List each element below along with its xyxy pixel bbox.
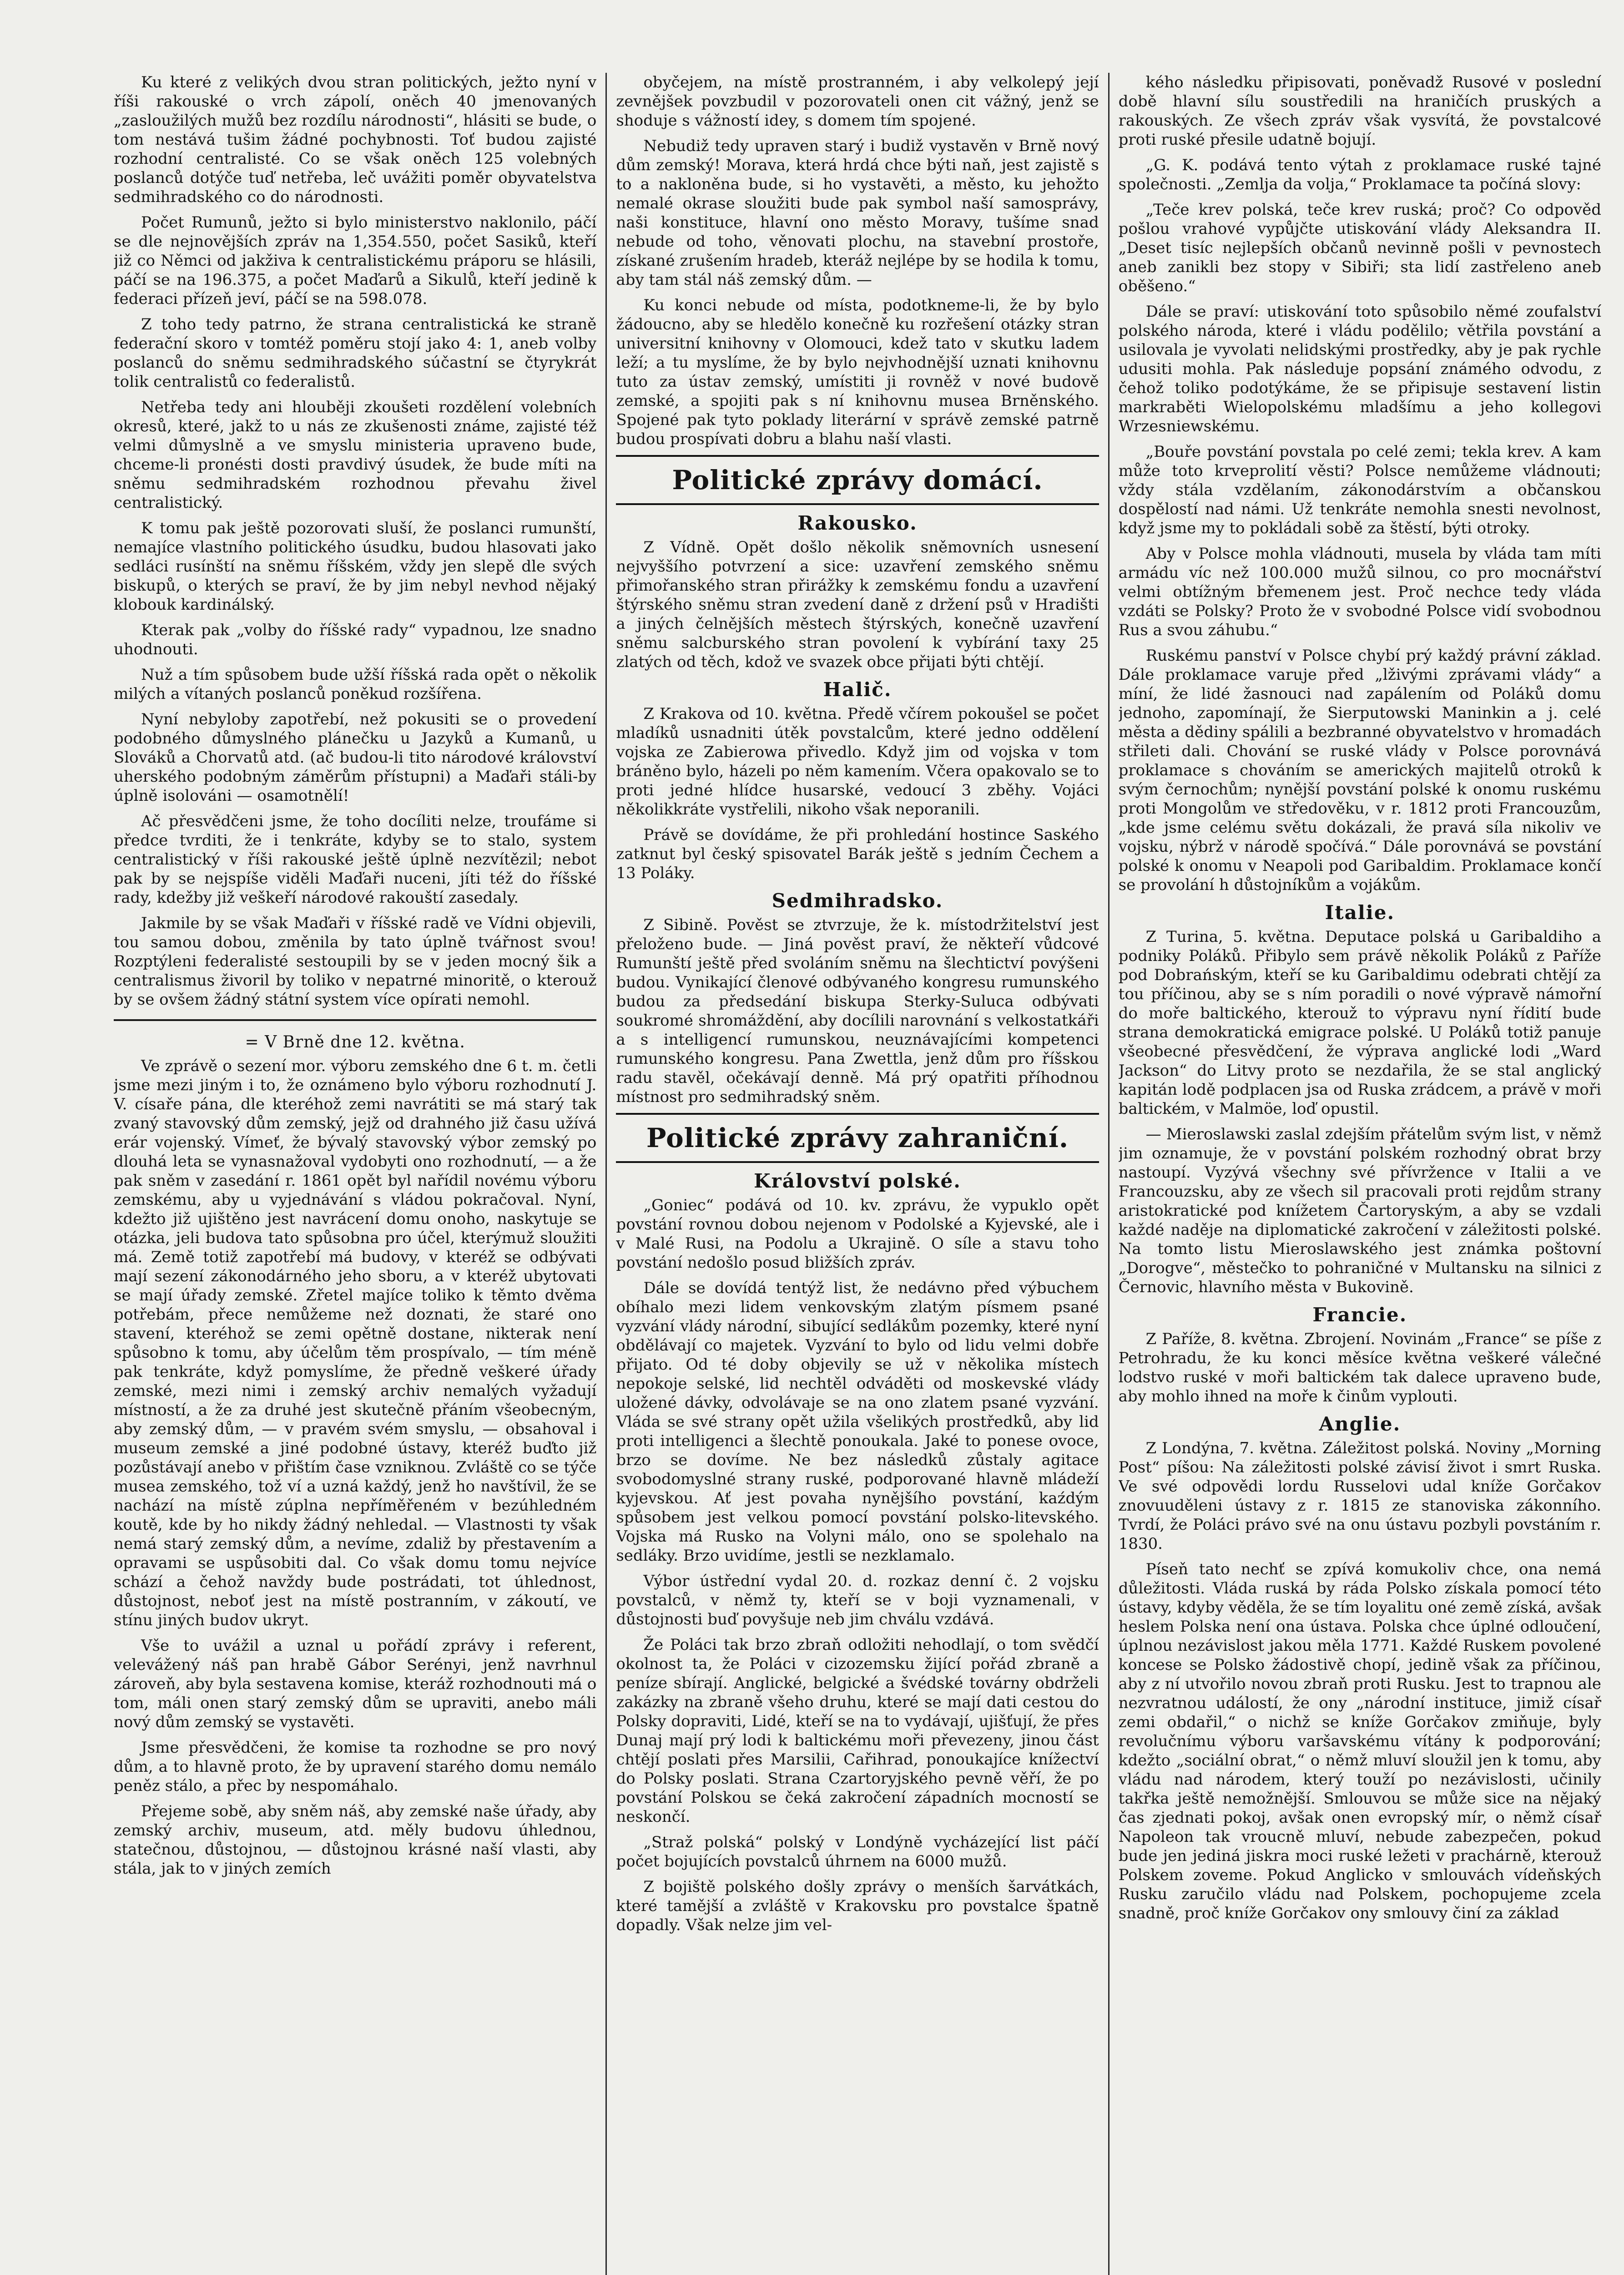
country-heading: Italie.	[1325, 901, 1395, 924]
article-paragraph: Ku konci nebude od místa, podotkneme-li, že by bylo žádoucno, aby se hledělo konečně ku rozřešení otázky stran universitní knihovny v Olomouci, kdež tato v skutku ladem leží; a tu myslíme, že by bylo nejvhodnější uznati knihovnu tuto za ústav zemský, umístiti ji rovněž v nové budově zemské, a spojiti pak s ní knihovnu musea Brněnského. Spojené pak tyto poklady literární v správě zemské patrně budou prospívati dobru a blahu naší vlasti.	[616, 296, 1099, 448]
news-paragraph: Dále se praví: utiskování toto spůsobilo němé zoufalství polského národa, které i vládu podělilo; větřila povstání a usilovala je vyvolati nelidskými prostředky, aby je pak rychle udusiti mohla. Pak následuje popsání známého odvodu, z čehož toliko podotýkáme, že se připisuje sestavení listin markraběti Wielopolskému mladšímu a jeho kollegovi Wrzesniewskému.	[1118, 303, 1602, 435]
section-divider	[114, 1019, 596, 1021]
country-heading: Halič.	[823, 678, 892, 701]
news-paragraph: kého následku připisovati, poněvadž Rusové v poslední době hlavní sílu soustředili na hraničích pruských a rakouských. Ze všech zpráv však vysvítá, že povstalcové proti ruské přesile udatně bojují.	[1118, 73, 1602, 149]
article-paragraph: Netřeba tedy ani hlouběji zkoušeti rozdělení volebních okresů, které, jakž to u nás ze zkušenosti známe, zajisté též velmi důmyslně a ve smyslu ministeria upraveno bude, chceme-li pronésti dosti pravdivý úsudek, že bude míti na sněmu sedmihradském rozhodnou převahu živel centralistický.	[114, 398, 597, 512]
news-item-sibiu: Z Sibině. Pověst se ztvrzuje, že k. místodržitelství jest přeloženo bude. — Jiná pověst praví, že někteří vůdcové Rumunští ještě před svoláním sněmu na šlechtictví povýšeni budou. Vynikající členové odbývaného kongresu rumunského budou za předsedání biskupa Sterky-Suluca odbývati soukromé shromáždění, aby docílili narovnání s velkostatkáři a s intelligencí rumunskou, neuznávajícími kompetenci rumunského kongresu. Pana Zwettla, jenž dům pro říšskou radu stavěl, očekávají denně. Má prý opatřiti příhodnou místnost pro sedmihradský sněm.	[616, 916, 1099, 1106]
article-paragraph: Ve zprávě o sezení mor. výboru zemského dne 6 t. m. četli jsme mezi jiným i to, že oznámeno bylo výboru rozhodnutí J. V. císaře pána, dle kteréhož zemi navrátiti se má starý tak zvaný stavovský dům zemský, jejž od drahného již času užívá erár vojenský. Vímeť, že bývalý stavovský výbor zemský po dlouhá leta se vynasnažoval vydobyti ono rozhodnutí, — a že pak sněm v zasedání r. 1861 opět byl nařídil novému výboru zemskému, aby u vyjednávání s vládou pokračoval. Nyní, kdežto již ujištěno jest navrácení domu onoho, naskytuje se otázka, jeli budova tato spůsobna pro účel, kterýmuž sloužiti má. Země totiž zapotřebí má budovy, v kteréž se odbývati mají sezení zákonodárného jeho sboru, a v kteréž ubytovati se mají úřady zemské. Zřetel majíce toliko k těmto dvěma potřebám, přece nemůžeme než doznati, že staré ono stavení, kteréhož se zemi opětně dostane, nikterak není spůsobno k tomu, aby účelům těm prospívalo, — tím méně pak tenkráte, když pomyslíme, že předně veškeré úřady zemské, mezi nimi i zemský archiv nemalých vyžadují místností, a že za druhé jest skutečně přáním všeobecným, aby zemský dům, — v pravém svém smyslu, — obsahoval i museum zemské a jiné podobné ústavy, kteréž buďto již pozůstávají anebo v přištím čase vzniknou. Zvláště co se týče musea zemského, tož ví a uzná každý, jenž ho navštívil, že se nachází na místě zúplna nepříměřeném v bezúhledném koutě, kde by ho nikdy žádný nehledal. — Vlastnosti ty však nemá starý zemský dům, a nevíme, zdaliž by přestavením a opravami se uspůsobiti dal. Co však domu tomu nejvíce schází a čehož navždy bude postrádati, tot úhlednost, důstojnost, neboť jest na místě postranním, v zákoutí, ve stínu jiných budov ukryt.	[114, 1057, 597, 1629]
news-paragraph: Výbor ústřední vydal 20. d. rozkaz denní č. 2 vojsku povstalců, v němž ty, kteří se v boji vyznamenali, v důstojnosti buď povyšuje neb jim chválu vzdává.	[616, 1572, 1099, 1628]
article-paragraph: Nebudiž tedy upraven starý i budiž vystavěn v Brně nový dům zemský! Morava, která hrdá chce býti naň, jest zajistě s to a nakloněna bude, si ho vystavěti, a město, ku jehožto nemalé okrase sloužiti bude pak symbol naší samosprávy, naši konstituce, hlavní ono město Moravy, tušíme snad nebude od toho, věnovati plochu, na stavební prostoře, získané zrušením hradeb, kteráž nejlépe by se hodila k tomu, aby tam stál náš zemský dům. —	[616, 137, 1099, 289]
news-paragraph: „Bouře povstání povstala po celé zemi; tekla krev. A kam může toto krveprolití věsti? Polsce nemůžeme vládnouti; vždy stála vzdělaním, zákonodárstvím a občanskou dospělostí nad námi. Už tenkráte nemohla snesti nevolnost, když jsme my to pokládali sobě za štěstí, býti otroky.	[1118, 443, 1602, 537]
country-heading: Francie.	[1312, 1304, 1407, 1326]
article-paragraph: Z toho tedy patrno, že strana centralistická ke straně federační skoro v tomtéž poměru stojí jako 4: 1, aneb volby poslanců do sněmu sedmihradského súčastní se čtyrykrát tolik centralistů co federalistů.	[114, 315, 597, 391]
news-paragraph: „Goniec“ podává od 10. kv. zprávu, že vypuklo opět povstání rovnou dobou nejenom v Podolské a Kyjevské, ale i v Malé Rusi, na Podolu a Ukrajině. O síle a stavu toho povstání nedošlo posud bližších zpráv.	[616, 1196, 1099, 1272]
news-item-mieroslawski: — Mieroslawski zaslal zdejším přátelům svým list, v němž jim oznamuje, že v povstání polském rozhodný obrat brzy nastoupí. Vyzývá všechny své přívržence v Italii a ve Francouzsku, aby ze všech sil pracovali proti rejdům strany aristokratické pod knížetem Čartoryským, a aby se vzdali každé naděje na diplomatické zakročení v záležitosti polské. Na tomto listu Mieroslawského jest známka poštovní „Dorogve“, městečko to pohraničné v Multansku na silnici z Černovic, hlavního města v Bukovině.	[1118, 1125, 1602, 1296]
article-paragraph: Přejeme sobě, aby sněm náš, aby zemské naše úřady, aby zemský archiv, museum, atd. měly budovu úhlednou, statečnou, důstojnou, — důstojnou krásné naší vlasti, aby stála, jak to v jiných zemích	[114, 1802, 597, 1878]
country-heading: Království polské.	[754, 1170, 961, 1192]
column-2	[616, 73, 1099, 2275]
country-heading: Rakousko.	[797, 512, 918, 534]
news-item-london: Z Londýna, 7. května. Záležitost polská. Noviny „Morning Post“ píšou: Na záležitosti polské závisí život i smrt Ruska. Ve své odpovědi lordu Russelovi udal kníže Gorčakov znovuuděleni ústavy z r. 1815 ze stanoviska zákonního. Tvrdí, že Poláci právo své na onu ústavu pozbyli povstáním r. 1830.	[1118, 1439, 1602, 1553]
news-paragraph: Aby v Polsce mohla vládnouti, musela by vláda tam míti armádu víc než 100.000 mužů silnou, co pro mocnářství velmi obtížným břemenem jest. Proč nechce tedy vláda vzdáti se Polsky? Proto že v svobodné Polsce vidí svobodnou Rus a svou záhubu.“	[1118, 545, 1602, 639]
news-item-saxon: Právě se dovídáme, že při prohledání hostince Saského zatknut byl český spisovatel Barák ještě s jedním Čechem a 13 Poláky.	[616, 826, 1099, 882]
article-paragraph: Vše to uvážil a uznal u pořádí zprávy i referent, velevážený náš pan hrabě Gábor Serényi, jenž navrhnul zároveň, aby byla sestavena komise, kteráž rozhodnouti má o tom, máli onen starý zemský dům se upraviti, anebo máli nový dům zemský se vystavěti.	[114, 1637, 597, 1731]
news-paragraph: Píseň tato nechť se zpívá komukoliv chce, ona nemá důležitosti. Vláda ruská by ráda Polsko získala pomocí této ústavy, kdyby věděla, že se tím loyalitu oné země získá, avšak heslem Polska není ona ústava. Polska chce úplné odloučení, úplnou nezávislost jakou měla 1771. Každé Ruskem povolené koncese se Polsko žádostivě chopí, jedině však za příčinou, aby z ní utvořilo novou zbraň proti Rusku. Jest to trapnou ale nezvratnou událostí, že ony „národní instituce, jimiž císař zemi obdařil,“ o nichž se kníže Gorčakov zmiňuje, byly revolučnímu výboru varšavskému vítány k podporování; kdežto „sociální obrat,“ o němž mluví sloužil jen k tomu, aby vládu nad národem, který touží po nezávislosti, učinily takřka ještě nemožnější. Smlouvou se může sice na nějaký čas zjednati pokoj, avšak onen evropský mír, o němž císař Napoleon tak vroucně mluví, nebude zabezpečen, pokud bude jen jediná jiskra moci ruské ležeti v prachárně, kterouž Polskem zoveme. Pokud Anglicko v smlouvách vídeňských Rusku zaručilo vládu nad Polskem, pochopujeme zcela snadně, proč kníže Gorčakov ony smlouvy činí za základ	[1118, 1560, 1602, 1922]
news-item-turin: Z Turina, 5. května. Deputace polská u Garibaldiho a podniky Poláků. Přibylo sem právě několik Poláků z Paříže pod Dobrańským, kteří se ku Garibaldimu odebrati chtějí za tou příčinou, aby se s ním poradili o nové výpravě námořní do moře baltického, kterouž to výpravu nyní řídití bude strana demokratická emigrace polské. U Poláků totiž panuje všeobecné přesvědčení, že výprava anglické lodi „Ward Jackson“ do Litvy proto se nezdařila, že se stal anglický kapitán lodě podplacen jsa od Ruska zrádcem, a právě v moři baltickém, v Malmöe, loď opustil.	[1118, 928, 1602, 1118]
column-3	[1119, 73, 1601, 2275]
article-paragraph: Jsme přesvědčeni, že komise ta rozhodne se pro nový dům, a to hlavně proto, že by upravení starého domu nemálo peněz stálo, a přec by nespomáhalo.	[114, 1739, 597, 1795]
article-paragraph: obyčejem, na místě prostranném, i aby velkolepý její zevnějšek povzbudil v pozorovateli onen cit vážný, jenž se shoduje s vážností idey, s domem tím spojené.	[616, 73, 1099, 130]
article-paragraph: Jakmile by se však Maďaři v říšské radě ve Vídni objevili, tou samou dobou, změnila by tato úplně tvářnost svou! Rozptýleni federalisté sestoupili by se v jeden mocný šik a centralismus živoril by toliko v nepatrné minoritě, o kterouž by se ovšem žádný státní system více opírati nemohl.	[114, 914, 597, 1009]
column-1	[114, 73, 596, 2275]
news-paragraph: Dále se dovídá tentýž list, že nedávno před výbuchem obíhalo mezi lidem venkovským zlatým písmem psané vyzvání vlády národní, sibující sedlákům pozemky, které nyní obdělávají co majetek. Vyzvání to bylo od lidu velmi dobře přijato. Od té doby objevily se už v několika místech nepokoje selské, lid nechtěl odváděti od moskevské vlády uložené dávky, odvolávaje se na ono zlatem psané vyzvání. Vláda se své strany opět užila všelikých prostředků, aby lid proti intelligenci a šlechtě ponoukala. Jaké to ponese ovoce, brzo se dovíme. Ne bez následků zůstaly agitace svobodomyslné strany ruské, podporované hlavně mládeží kyjevskou. Ať jest povaha nynějšího povstání, kaźdým spůsobem jest velkou pomocí povstání polsko-litevského. Vojska má Rusko na Volyni málo, ono se spolehalo na sedláky. Brzo uvidíme, jestli se nezklamalo.	[616, 1279, 1099, 1565]
news-paragraph: Ruskému panství v Polsce chybí prý každý právní základ. Dále proklamace varuje před „lživými zprávami vlády“ a míní, že lidé žasnouci nad zapálením od Poláků domu jednoho, zapomínají, že Sierputowski Maninkin a j. celé města a dědiny spálili a bezbranné obyvatelstvo v hromadách střileti dali. Chování se ruské vlády v Polsce porovnává proklamace s chováním se amerických majitelů otroků k svým černochům; nynější povstání polské k onomu ruskému proti Mongolům ve středověku, v r. 1812 proti Francouzům, „kde jsme celému světu dokázali, že pravá síla nikoliv ve vojsku, nýbrž v národě spočívá.“ Dále porovnává se povstání polské k onomu v Neapoli pod Garibaldim. Proklamace končí se provolání h důstojníkům a vojákům.	[1118, 647, 1602, 894]
country-heading: Anglie.	[1319, 1413, 1401, 1435]
news-item-krakow: Z Krakova od 10. května. Předě včírem pokoušel se počet mladíků usnadniti útěk povstalcům, které jedno oddělení vojska ze Zabierowa přivedlo. Když jim od vojska v tom bráněno bylo, házeli po něm kamením. Včera opakovalo se to proti jedné hlídce husarské, vedoucí 3 zběhy. Vojáci několikkráte vystřelili, nikoho však neporanili.	[616, 705, 1099, 819]
article-paragraph: Ku které z velikých dvou stran politických, ježto nyní v říši rakouské o vrch zápolí, oněch 40 jmenovaných „zasloužilých mužů bez rozdílu národnosti“, hlásiti se bude, o tom nestává tušim žádné pochybnosti. Toť budou zajisté rozhodní centralisté. Co se však oněch 125 volebných poslanců dotýče tuď netřeba, leč uvážiti poměr obyvatelstva sedmihradského co do národnosti.	[114, 73, 597, 206]
article-paragraph: Nuž a tím spůsobem bude užší říšská rada opět o několik milých a vítaných poslanců poněkud rozšířena.	[114, 666, 597, 703]
news-paragraph: „Teče krev polská, teče krev ruská; proč? Co odpověd pošlou vrahové vypůjčte utiskování vlády Aleksandra II. „Deset tisíc nejlepších občanů nevinně pošli v pevnostech aneb zanikli bez stopy v Sibiři; sta lidí zastřeleno aneb oběšeno.“	[1118, 201, 1602, 295]
column-divider	[605, 73, 607, 2275]
news-item-vienna: Z Vídně. Opět došlo několik sněmovních usnesení nejvyššího potvrzení a sice: uzavření zemského sněmu přimořanského stran přirážky k zemskému fondu a uzavření štýrského sněmu stran zvedení daně z držení psů v Hradišti a jiných čelnějších městech štýrských, konečně uzavření sněmu salcburského stran povolení k vybírání taxy 25 zlatých od těch, kdož ve svazek obce přijati býti chtějí.	[616, 538, 1099, 671]
article-paragraph: Kterak pak „volby do říšské rady“ vypadnou, lze snadno uhodnouti.	[114, 621, 597, 658]
section-header-foreign: Politické zprávy zahraniční.	[616, 1113, 1099, 1163]
country-heading: Sedmihradsko.	[772, 890, 943, 912]
article-paragraph: Nyní nebyloby zapotřebí, než pokusiti se o provedení podobného důmyslného plánečku u Jazyků a Kumanů, u Slováků a Chorvatů atd. (ač budou-li tito národové království uherského podobným záměrům přístupni) a Maďaři stáli-by úplně isolováni — osamotnělí!	[114, 710, 597, 805]
section-header-domestic: Politické zprávy domácí.	[616, 455, 1099, 505]
column-divider	[1108, 73, 1110, 2275]
article-paragraph: K tomu pak ještě pozorovati sluší, že poslanci rumunští, nemajíce vlastního politického úsudku, budou hlasovati jako sedláci rusínští na sněmu říšském, vždy jen slepě dle svých biskupů, o kterých se praví, že by jim nebyl nevhod nějaký klobouk kardinálský.	[114, 519, 597, 614]
article-paragraph: Ač přesvědčeni jsme, že toho docíliti nelze, troufáme si předce tvrditi, že i tenkráte, kdyby se to stalo, system centralistický v říši rakouské ještě úplně nezvítězil; nebot pak by se nejspíše viděli Maďaři nuceni, jíti též do říšské rady, kdežby již veškeří národové rakouští zasedaly.	[114, 812, 597, 907]
news-paragraph: Že Poláci tak brzo zbraň odložiti nehodlají, o tom svědčí okolnost ta, že Poláci v cizozemsku žijící pořád zbraně a peníze sbírají. Anglické, belgické a švédské továrny obdrželi zakázky na zbraně všeho druhu, které se mají dati cestou do Polsky dopraviti, Lidé, kteří se na to vydávají, ujišťují, že přes Dunaj mají prý lodi k baltickému moři převezeny, jinou část chtějí poslati přes Marsilii, Cařihrad, ponoukajíce knížectví do Polsky poslati. Strana Czartoryjského pevně věří, že po povstání Polskou se čeká zakročení západních mocností se neskončí.	[616, 1636, 1099, 1826]
news-item-paris: Z Paříže, 8. května. Zbrojení. Novinám „France“ se píše z Petrohradu, že ku konci měsíce května veškeré válečné lodstvo ruské v moři baltickém tak dalece upraveno bude, aby mohlo ihned na moře k činům vyplouti.	[1118, 1330, 1602, 1405]
news-paragraph: Z bojiště polského došly zprávy o menších šarvátkách, které tamější a zvláště v Krakovsku pro povstalce špatně dopadly. Však nelze jim vel-	[616, 1878, 1099, 1934]
news-paragraph: „Straž polská“ polský v Londýně vycházející list páčí počet bojujících povstalců úhrnem na 6000 mužů.	[616, 1833, 1099, 1871]
article-paragraph: Počet Rumunů, ježto si bylo ministerstvo naklonilo, páčí se dle nejnovějších zpráv na 1,354.550, počet Sasiků, kteří již co Němci od jakživa k centralistickému práporu se hlásili, páčí se na 196.375, a počet Maďarů a Sikulů, kteří jedině k federaci přízeň jeví, páčí se na 598.078.	[114, 213, 597, 308]
dateline-brno: = V Brně dne 12. května.	[245, 1033, 465, 1052]
news-paragraph: „G. K. podává tento výtah z proklamace ruské tajné společnosti. „Zemlja da volja,“ Proklamace ta počíná slovy:	[1118, 156, 1602, 193]
